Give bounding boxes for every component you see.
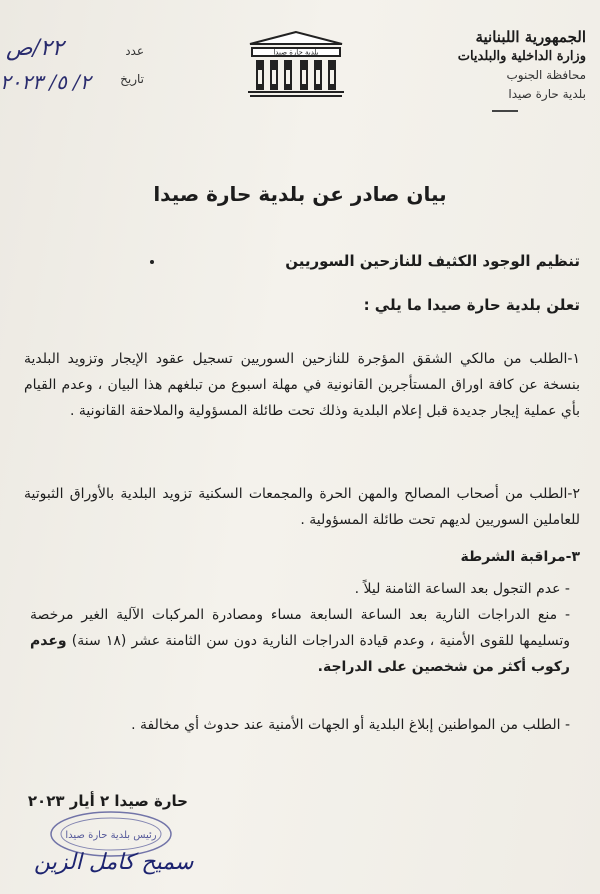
letterhead (386, 28, 586, 112)
document-subject: تنظيم الوجود الكثيف للنازحين السوريين (285, 252, 580, 270)
closing-dateline: حارة صيدا ٢ أيار ٢٠٢٣ (27, 792, 188, 810)
letterhead-municipality: بلدية حارة صيدا (508, 87, 586, 101)
reference-date-label: تاريخ (120, 72, 144, 86)
logo-caption: بلدية حارة صيدا (273, 48, 319, 57)
police-point-motorcycles-text: - منع الدراجات النارية بعد الساعة السابعة مساء ومصادرة المركبات الآلية الغير مرخصة وتسليمها للقوى الأمنية ، وعدم قيادة الدراجات النارية دون سن الثامنة عشر (١٨ سنة) (30, 607, 570, 649)
letterhead-governorate: محافظة الجنوب (506, 68, 586, 82)
letterhead-republic: الجمهورية اللبنانية (475, 28, 586, 46)
police-point-motorcycles (30, 602, 570, 680)
reference-number: ٢٢/ص (6, 36, 64, 61)
police-point-motorcycles-bold: وعدم ركوب أكثر من شخصين على الدراجة. (30, 633, 570, 675)
announcement-line: تعلن بلدية حارة صيدا ما يلي : (363, 296, 580, 314)
reference-block (0, 30, 150, 110)
item-2: ٢-الطلب من أصحاب المصالح والمهن الحرة والمجمعات السكنية تزويد البلدية بالأوراق الثبوتية للعاملين السوريين لديهم تحت طائلة المسؤولية . (24, 486, 580, 528)
reference-number-label: عدد (125, 44, 144, 58)
police-point-curfew: - عدم التجول بعد الساعة الثامنة ليلاً . (354, 581, 570, 597)
letterhead-ministry: وزارة الداخلية والبلديات (457, 49, 586, 64)
item-1: ١-الطلب من مالكي الشقق المؤجرة للنازحين السوريين تسجيل عقود الإيجار وتزويد البلدية بنسخة عن كافة اوراق المستأجرين القانونية في مهلة اسبوع من تبلغهم هذا البيان ، وعدم القيام بأي عملية إيجار جديدة قبل إعلام البلدية وذلك تحت طائلة المسؤولية والملاحقة القانونية . (24, 351, 580, 419)
letterhead-divider (492, 110, 518, 112)
municipality-logo-icon (244, 30, 348, 100)
police-point-report: - الطلب من المواطنين إبلاغ البلدية أو الجهات الأمنية عند حدوث أي مخالفة . (131, 717, 570, 733)
decorative-dot (150, 260, 154, 264)
reference-date: ٢/ ٥/ ٢٠٢٣ (0, 70, 91, 94)
document-title: بيان صادر عن بلدية حارة صيدا (153, 182, 447, 206)
item-3-heading: ٣-مراقبة الشرطة (460, 549, 580, 565)
stamp-text: رئيس بلدية حارة صيدا (65, 830, 157, 841)
signature: سميح كامل الزين (34, 850, 194, 875)
